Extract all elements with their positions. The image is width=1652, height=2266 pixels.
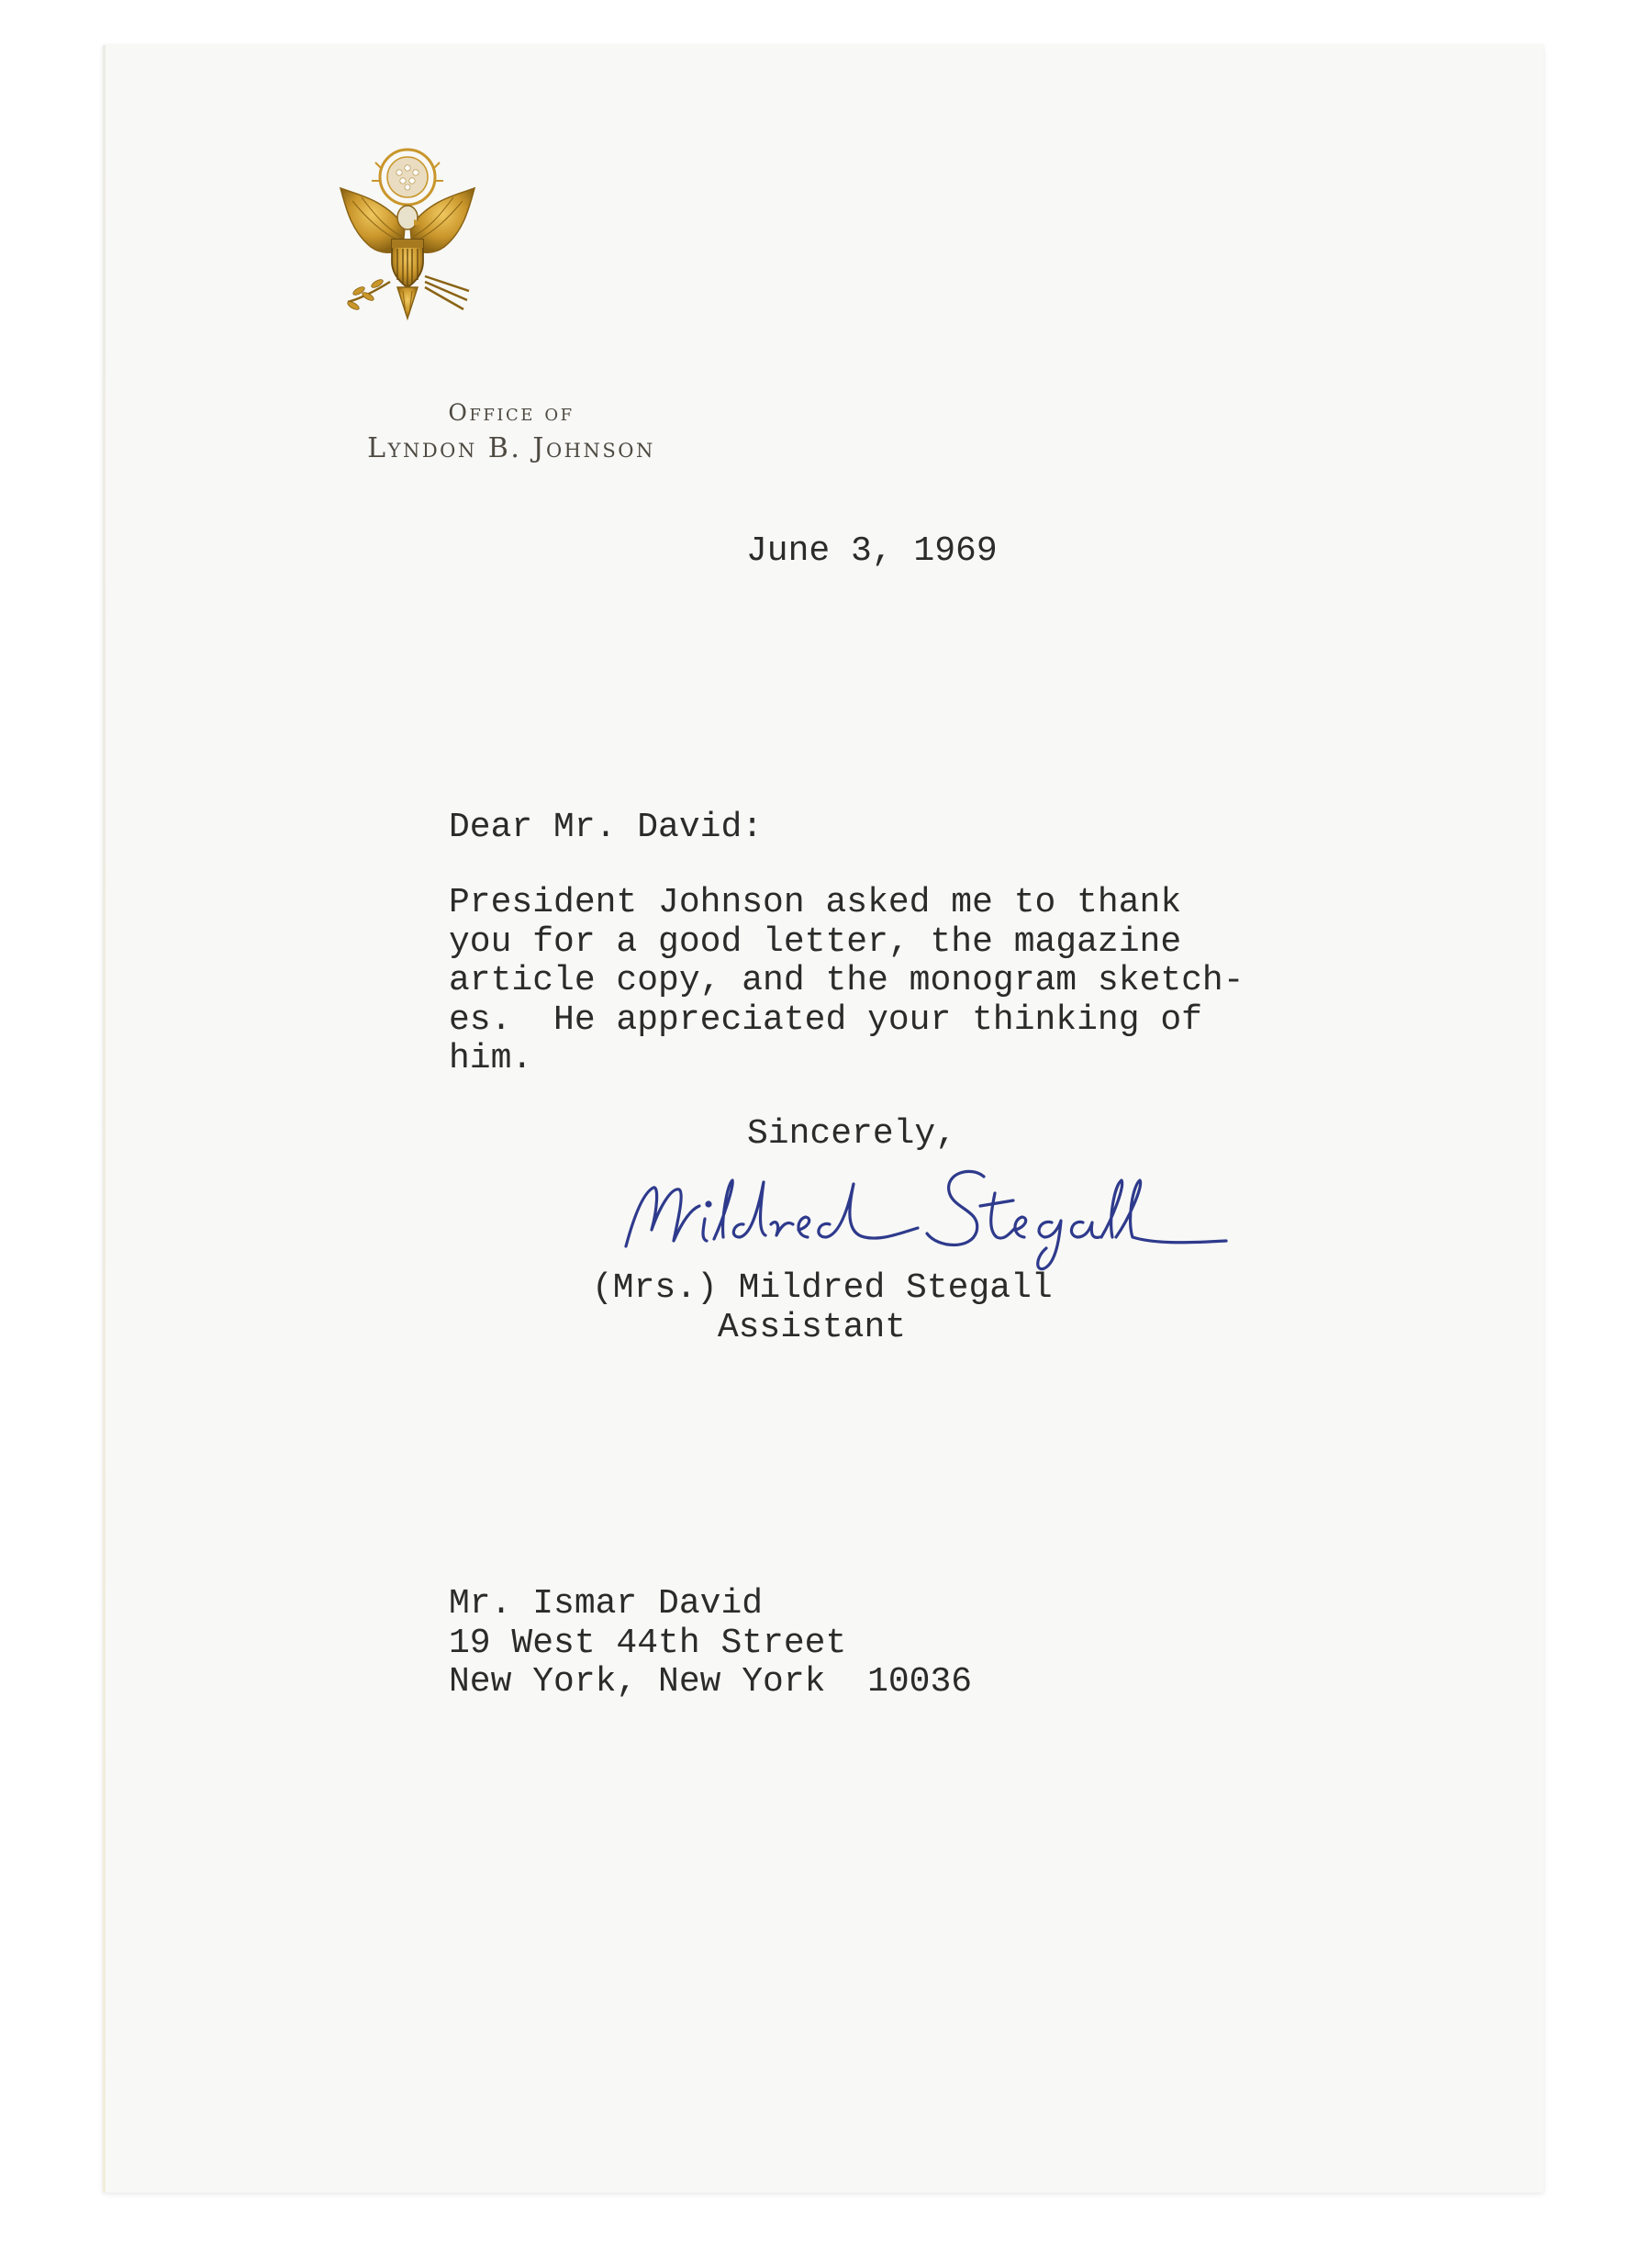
letter-signer [592,1269,1053,1347]
presidential-eagle-seal-icon [320,144,495,364]
body-line: you for a good letter, the magazine [449,921,1182,962]
handwritten-signature [606,1145,1248,1283]
body-line: article copy, and the monogram sketch- [449,961,1245,1000]
recipient-address [449,1585,972,1702]
letter-salutation: Dear Mr. David: [449,808,764,847]
letter-date: June 3, 1969 [746,531,998,571]
address-line: Mr. Ismar David [449,1584,764,1624]
letterhead-office-of: Office of [448,399,575,426]
address-line: New York, New York 10036 [449,1662,973,1702]
address-line: 19 West 44th Street [449,1623,847,1663]
body-line: him. [449,1039,533,1078]
letter-closing: Sincerely, [747,1114,957,1154]
signer-line: Assistant [592,1307,907,1347]
letterhead-name: Lyndon B. Johnson [367,432,655,464]
body-line: President Johnson asked me to thank [449,883,1182,922]
letterhead [250,399,773,467]
letter-body [449,884,1245,1079]
body-line: es. He appreciated your thinking of [449,999,1202,1040]
signer-line: (Mrs.) Mildred Stegall [592,1268,1053,1308]
